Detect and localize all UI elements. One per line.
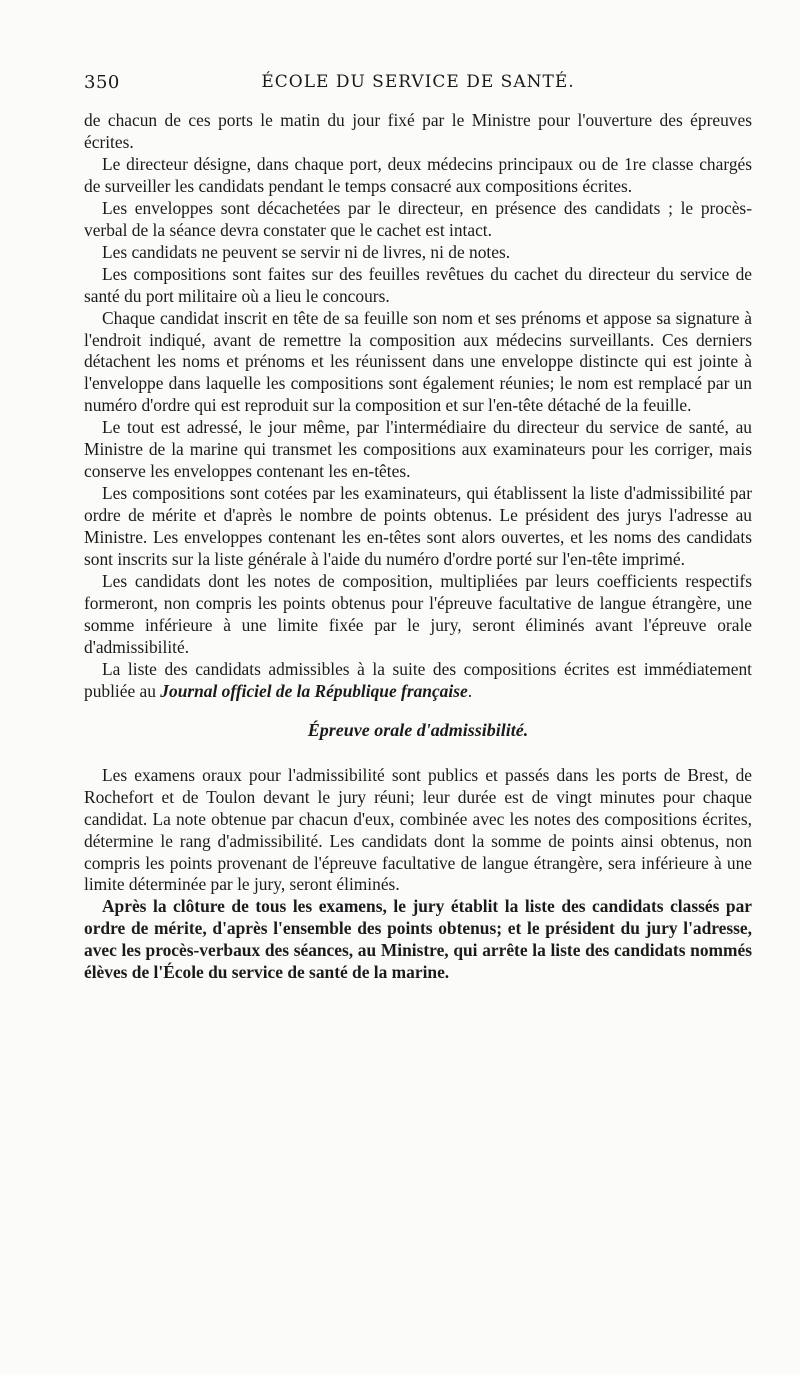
page-header [84, 72, 752, 98]
paragraph: Les examens oraux pour l'admissibilité sont publics et passés dans les ports de Brest, de Rochefort et de Toulon devant le jury réuni; leur durée est de vingt minutes pour chaque candidat. La note obtenue par chacun d'eux, combinée avec les notes des compositions écrites, détermine le rang d'admissibilité. Les candidats dont la somme de points ainsi obtenus, non compris les points provenant de l'épreuve facultative de langue étrangère, sera inférieure à une limite déterminée par le jury, seront éliminés. [84, 764, 752, 895]
body-text [84, 110, 752, 984]
running-title: ÉCOLE DU SERVICE DE SANTÉ. [261, 72, 575, 92]
section-heading: Épreuve orale d'admissibilité. [307, 719, 529, 740]
paragraph: Après la clôture de tous les examens, le jury établit la liste des candidats classés par ordre de mérite, d'après l'ensemble des points obtenus; et le président du jury l'adresse, avec les procès-verbaux des séances, au Ministre, qui arrête la liste des candidats nommés élèves de l'École du service de santé de la marine. [84, 896, 752, 983]
paragraph: Les candidats ne peuvent se servir ni de livres, ni de notes. [102, 241, 511, 262]
paragraph: Les compositions sont faites sur des feuilles revêtues du cachet du directeur du service de santé du port militaire où a lieu le concours. [84, 263, 752, 306]
paragraph: Chaque candidat inscrit en tête de sa feuille son nom et ses prénoms et appose sa signature à l'endroit indiqué, avant de remettre la composition aux médecins surveillants. Ces derniers détachent les noms et prénoms et les réunissent dans une enveloppe distincte qui est jointe à l'enveloppe dans laquelle les compositions sont également réunies; le nom est remplacé par un numéro d'ordre qui est reproduit sur la composition et sur l'en-tête détaché de la feuille. [84, 307, 752, 416]
journal-paragraph-text: La liste des candidats admissibles à la suite des compositions écrites est immédiatement publiée au [84, 658, 752, 701]
journal-paragraph [84, 659, 752, 703]
paragraph: Le tout est adressé, le jour même, par l'intermédiaire du directeur du service de santé, au Ministre de la marine qui transmet les compositions aux examinateurs pour les corriger, mais conserve les enveloppes contenant les en-têtes. [84, 417, 752, 482]
paragraph: Les candidats dont les notes de composition, multipliées par leurs coefficients respectifs formeront, non compris les points obtenus pour l'épreuve facultative de langue étrangère, une somme inférieure à une limite fixée par le jury, seront éliminés avant l'épreuve orale d'admissibilité. [84, 571, 752, 657]
paragraph: Les compositions sont cotées par les examinateurs, qui établissent la liste d'admissibilité par ordre de mérite et d'après le nombre de points obtenus. Le président des jurys l'adresse au Ministre. Les enveloppes contenant les en-têtes sont alors ouvertes, et les noms des candidats sont inscrits sur la liste générale à l'aide du numéro d'ordre porté sur l'en-tête imprimé. [84, 483, 752, 570]
paragraph: Le directeur désigne, dans chaque port, deux médecins principaux ou de 1re classe chargés de surveiller les candidats pendant le temps consacré aux compositions écrites. [84, 153, 752, 196]
journal-paragraph-end: . [467, 680, 473, 701]
paragraph: Les enveloppes sont décachetées par le directeur, en présence des candidats ; le procès-verbal de la séance devra constater que le cachet est intact. [84, 197, 752, 240]
journal-title: Journal officiel de la République française [160, 680, 468, 701]
page-number: 350 [84, 72, 120, 93]
paragraph: de chacun de ces ports le matin du jour fixé par le Ministre pour l'ouverture des épreuves écrites. [84, 110, 752, 152]
